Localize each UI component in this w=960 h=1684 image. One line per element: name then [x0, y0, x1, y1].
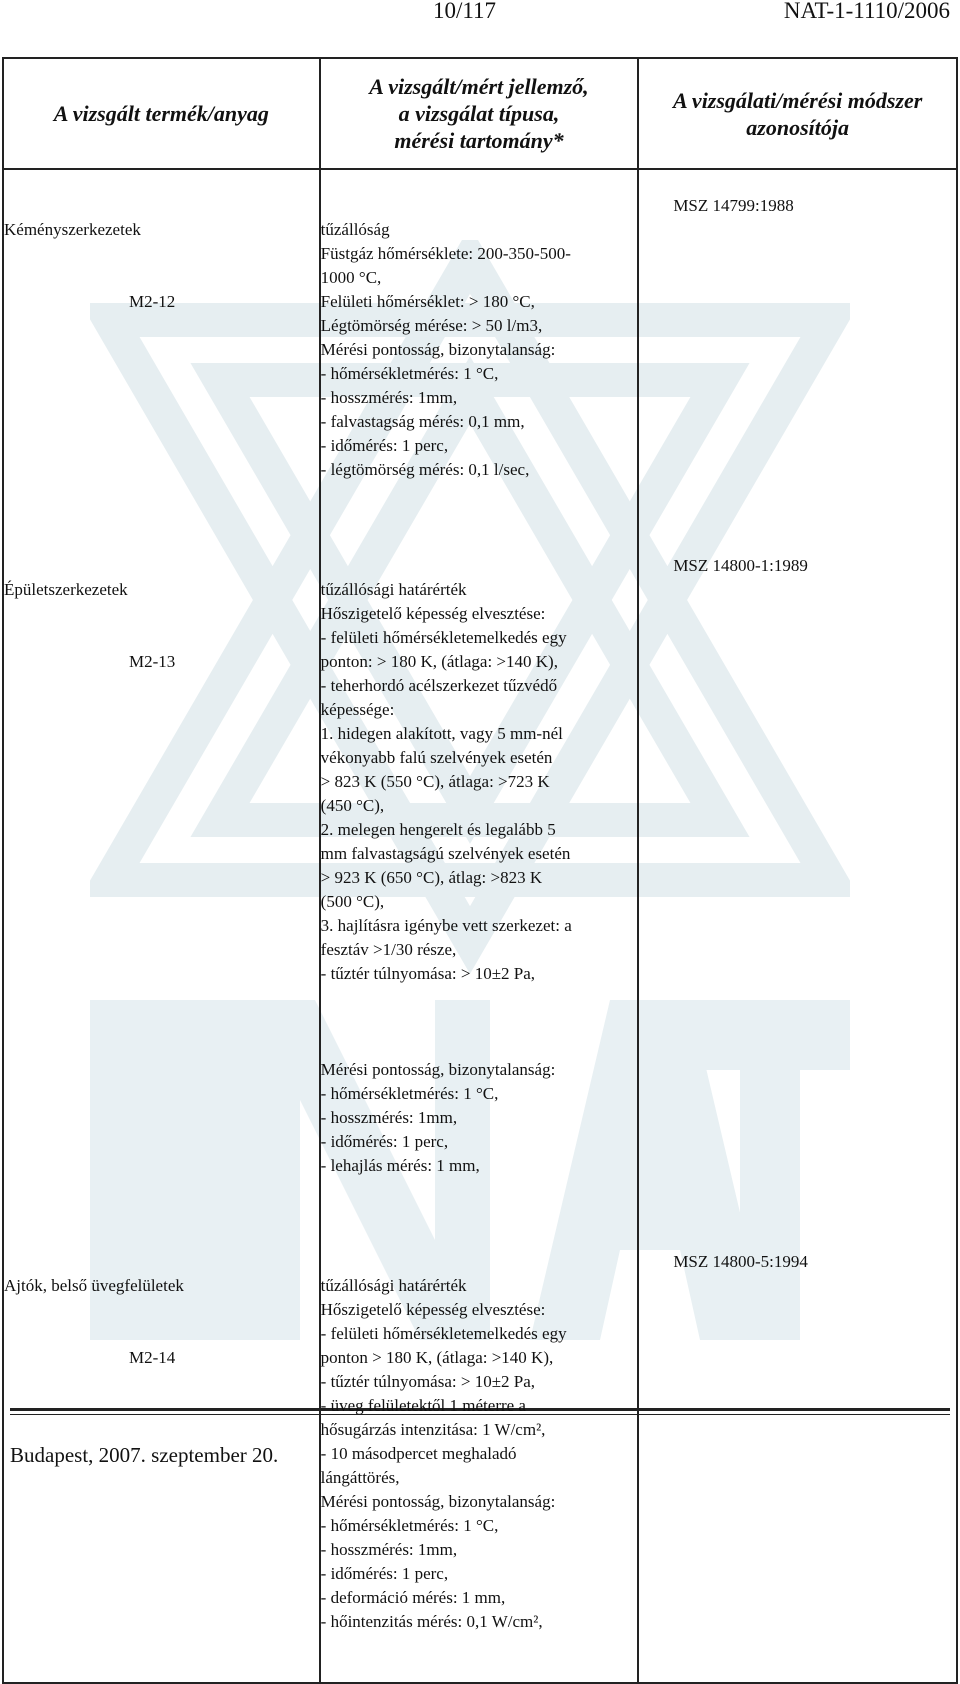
product-code: M2-13	[129, 652, 176, 671]
product-cell	[3, 1226, 320, 1683]
method-id: MSZ 14799:1988	[673, 196, 794, 215]
column-header-method-text: A vizsgálati/mérési módszer azonosítója	[672, 87, 923, 140]
product-name: Kéményszerkezetek	[4, 220, 141, 239]
page-number: 10/117	[433, 0, 497, 23]
product-code: M2-12	[129, 292, 176, 311]
feature-cell	[320, 530, 639, 1226]
method-cell	[638, 530, 957, 1226]
product-code: M2-14	[129, 1348, 176, 1367]
column-header-feature	[320, 58, 639, 169]
product-name: Épületszerkezetek	[4, 580, 128, 599]
product-name: Ajtók, belső üvegfelületek	[4, 1276, 184, 1295]
method-cell	[638, 169, 957, 530]
feature-text: tűzállósági határérték Hőszigetelő képesség elvesztése: - felületi hőmérsékletemelkedés egy ponton > 180 K, (átlaga: >140 K), - tűztér túlnyomása: > 10±2 Pa, - üveg felületektől 1 méterre a hősugárzás intenzitása: 1 W/cm², - 10 másodpercet meghaladó lángáttörés, Mérési pontosság, bizonytalanság: - hőmérsékletmérés: 1 °C, - hosszmérés: 1mm, - időmérés: 1 perc, - deformáció mérés: 1 mm, - hőintenzitás mérés: 0,1 W/cm²,	[320, 1276, 567, 1631]
feature-measurement-text: Mérési pontosság, bizonytalanság: - hőmérsékletmérés: 1 °C, - hosszmérés: 1mm, - időmérés: 1 perc, - lehajlás mérés: 1 mm,	[320, 1060, 556, 1175]
product-cell	[3, 530, 320, 1226]
feature-text: tűzállóság Füstgáz hőmérséklete: 200-350-500- 1000 °C, Felületi hőmérséklet: > 180 °C, Légtömörség mérése: > 50 l/m3, Mérési pontosság, bizonytalanság: - hőmérsékletmérés: 1 °C, - hosszmérés: 1mm, - falvastagság mérés: 0,1 mm, - időmérés: 1 perc, - légtömörség mérés: 0,1 l/sec,	[320, 220, 571, 479]
method-id: MSZ 14800-1:1989	[673, 556, 808, 575]
method-id: MSZ 14800-5:1994	[673, 1252, 808, 1271]
table-row	[3, 169, 957, 530]
table-header-row	[3, 58, 957, 169]
feature-text: tűzállósági határérték Hőszigetelő képesség elvesztése: - felületi hőmérsékletemelkedés egy ponton: > 180 K, (átlaga: >140 K), - teherhordó acélszerkezet tűzvédő képessége: 1. hidegen alakított, vagy 5 mm-nél vékonyabb falú szelvények esetén > 823 K (550 °C), átlaga: >723 K (450 °C), 2. melegen hengerelt és legalább 5 mm falvastagságú szelvények esetén > 923 K (650 °C), átlag: >823 K (500 °C), 3. hajlításra igénybe vett szerkezet: a fesztáv >1/30 része, - tűztér túlnyomása: > 10±2 Pa,	[320, 580, 572, 983]
document-id: NAT-1-1110/2006	[783, 0, 950, 23]
column-header-method	[638, 58, 957, 169]
product-cell	[3, 169, 320, 530]
page-header	[0, 0, 960, 30]
accreditation-table	[2, 57, 958, 1684]
feature-cell	[320, 1226, 639, 1683]
column-header-feature-text: A vizsgált/mért jellemző, a vizsgálat típusa, mérési tartomány*	[369, 74, 589, 153]
feature-cell	[320, 169, 639, 530]
column-header-product-text: A vizsgált termék/anyag	[53, 101, 269, 126]
table-row	[3, 530, 957, 1226]
footer-place-date: Budapest, 2007. szeptember 20.	[10, 1443, 279, 1467]
table-row	[3, 1226, 957, 1683]
column-header-product	[3, 58, 320, 169]
method-cell	[638, 1226, 957, 1683]
